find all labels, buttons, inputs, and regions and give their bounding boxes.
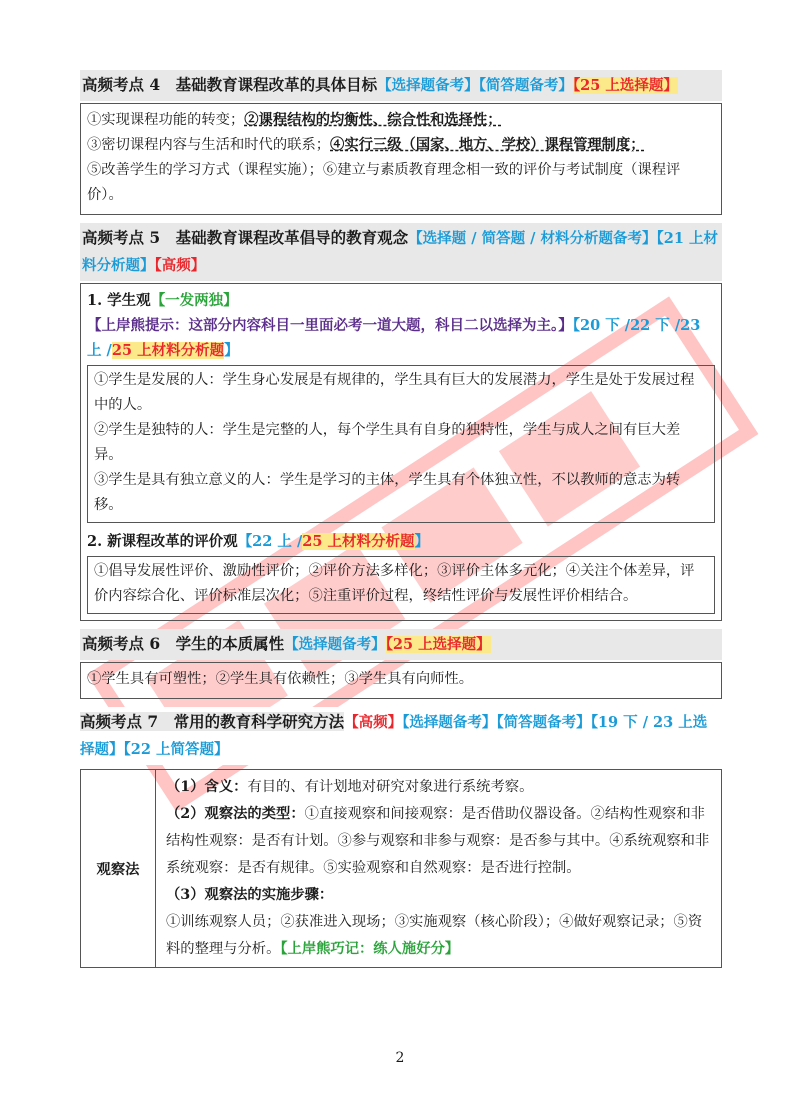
section-4-title: 高频考点 4 基础教育课程改革的具体目标 [82,75,378,94]
tag: 】 [414,533,429,550]
text: ①训练观察人员；②获准进入现场；③实施观察（核心阶段）；④做好观察记录；⑤资料的整理与分析。 [166,914,703,957]
tag: 【20 下 /22 下 /23 上 / [87,317,701,359]
section-7-heading [80,707,722,765]
text: 有目的、有计划地对研究对象进行系统考察。 [247,779,534,795]
text: ①学生具有可塑性；②学生具有依赖性；③学生具有向师性。 [87,671,474,687]
tag: 【22 上简答题】 [123,741,229,758]
page-content [80,70,722,968]
section-7-title: 高频考点 7 常用的教育科学研究方法 [80,712,345,731]
subsection-label: 1. 学生观 [87,292,151,309]
hint-text: 【上岸熊提示：这部分内容科目一里面必考一道大题，科目二以选择为主。】 [87,317,573,334]
item-heading: （2）观察法的类型： [166,806,305,822]
tag-red: 【高频】 [154,257,206,274]
evaluation-view-box [87,556,715,614]
tag-highlight: 【25 上选择题】 [572,77,678,94]
tag: 【选择题备考】 [284,636,386,653]
section-4-box [80,103,722,215]
tag: 【22 上 / [237,533,303,550]
tag-green: 【上岸熊巧记：练人施好分】 [280,941,460,957]
row-label: 观察法 [81,770,156,968]
tag-red: 【高频】 [344,714,403,731]
item-heading: （3）观察法的实施步骤： [166,887,334,903]
underlined-text: ②课程结构的均衡性、综合性和选择性； [244,112,502,128]
tag-highlight: 【25 上选择题】 [385,636,491,653]
row-content [156,770,722,968]
section-6-box [80,662,722,699]
text: ①学生是发展的人：学生身心发展是有规律的，学生具有巨大的发展潜力，学生是处于发展过程中的人。 [94,372,695,413]
table-row [81,770,722,968]
tag: 【19 下 / 23 上选择题】 [80,714,708,758]
item-heading: （1）含义： [166,779,248,795]
tag: 【选择题 / 简答题 / 材料分析题备考】 [408,230,657,247]
section-5-heading [80,223,722,281]
text: ③密切课程内容与生活和时代的联系； [87,137,331,153]
text: ①倡导发展性评价、激励性评价；②评价方法多样化；③评价主体多元化；④关注个体差异，评价内容综合化、评价标准层次化；⑤注重评价过程，终结性评价与发展性评价相结合。 [94,563,695,604]
text: ②学生是独特的人：学生是完整的人，每个学生具有自身的独特性，学生与成人之间有巨大差异。 [94,422,681,463]
section-6-heading [80,629,722,660]
section-5-box [80,283,722,621]
text: ③学生是具有独立意义的人：学生是学习的主体，学生具有个体独立性，不以教师的意志为转移。 [94,472,681,513]
tag: 【选择题备考】 [377,77,479,94]
subsection-evaluation-view [87,529,715,554]
student-view-box [87,365,715,523]
subsection-label: 2. 新课程改革的评价观 [87,533,238,550]
text: ①实现课程功能的转变； [87,112,245,128]
tag-highlight: 25 上材料分析题 [111,342,225,359]
tag: 】 [224,342,239,359]
page-number: 2 [395,1050,405,1066]
observation-method-table [80,769,722,968]
subsection-student-view [87,288,715,363]
section-5-title: 高频考点 5 基础教育课程改革倡导的教育观念 [82,228,409,247]
tag: 【21 上材料分析题】 [82,230,718,274]
section-6-title: 高频考点 6 学生的本质属性 [82,634,285,653]
tag-highlight: 25 上材料分析题 [302,533,415,550]
text: ①直接观察和间接观察：是否借助仪器设备。②结构性观察和非结构性观察：是否有计划。③参与观察和非参与观察：是否参与其中。④系统观察和非系统观察：是否有规律。⑤实验观察和自然观察：是否进行控制。 [166,806,710,876]
section-4-heading [80,70,722,101]
underlined-text: ④实行三级（国家、地方、学校）课程管理制度； [330,137,645,153]
tag-green: 【一发两独】 [150,292,238,309]
tag: 【选择题备考】 [402,714,497,731]
tag: 【简答题备考】 [478,77,573,94]
tag: 【简答题备考】 [496,714,591,731]
text: ⑤改善学生的学习方式（课程实施）；⑥建立与素质教育理念相一致的评价与考试制度（课程评价）。 [87,162,681,203]
